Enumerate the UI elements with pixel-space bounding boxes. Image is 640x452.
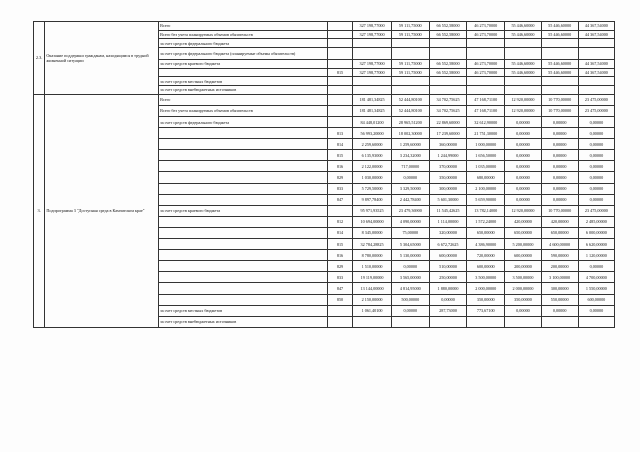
amount-cell: 5 304,65000 [391, 239, 429, 250]
amount-cell: 2 122,00000 [353, 161, 391, 172]
row-label [159, 139, 328, 150]
amount-cell: 55 446,60000 [541, 68, 578, 77]
amount-cell: 500,00000 [391, 294, 429, 305]
amount-cell: 550,00000 [541, 294, 578, 305]
amount-cell [391, 77, 429, 86]
amount-cell: 250,00000 [429, 272, 466, 283]
budget-code [327, 205, 353, 216]
amount-cell [353, 39, 391, 48]
amount-cell: 22 869,60000 [429, 117, 466, 128]
row-label [159, 272, 328, 283]
amount-cell: 28 965,51200 [391, 117, 429, 128]
amount-cell: 10 694,00000 [353, 216, 391, 227]
amount-cell: 52 444,80100 [391, 94, 429, 105]
row-label: Всего без учета планируемых объемов обязательств [159, 30, 328, 39]
amount-cell: 12 920,00000 [505, 105, 541, 116]
row-label [159, 161, 328, 172]
budget-code [327, 86, 353, 95]
amount-cell: 59 111,75000 [391, 60, 429, 69]
amount-cell: 3 500,00000 [467, 272, 505, 283]
amount-cell: 4 386,90000 [467, 239, 505, 250]
row-label: за счет средств федерального бюджета (планируемые объемы обязательств) [159, 48, 328, 60]
amount-cell: 8 345,00000 [353, 227, 391, 238]
amount-cell [391, 39, 429, 48]
amount-cell: 4 090,00000 [391, 216, 429, 227]
row-label [159, 283, 328, 294]
amount-cell: 55 446,60000 [541, 60, 578, 69]
budget-code: 812 [327, 216, 353, 227]
amount-cell [505, 77, 541, 86]
row-label [159, 68, 328, 77]
amount-cell: 55 446,60000 [505, 30, 541, 39]
amount-cell: 0,00000 [578, 194, 614, 205]
amount-cell: 0,00000 [578, 172, 614, 183]
amount-cell [578, 39, 614, 48]
budget-code: 816 [327, 250, 353, 261]
amount-cell [578, 77, 614, 86]
row-label [159, 194, 328, 205]
amount-cell: 1 000,00000 [467, 139, 505, 150]
section-name: Подпрограмма 3 "Доступная среда в Камчатском крае" [45, 94, 159, 327]
row-label [159, 227, 328, 238]
amount-cell: 0,00000 [541, 305, 578, 316]
row-label: за счет средств краевого бюджета [159, 60, 328, 69]
amount-cell [578, 48, 614, 60]
amount-cell: 0,00000 [578, 161, 614, 172]
amount-cell: 10 770,00000 [541, 205, 578, 216]
amount-cell [429, 86, 466, 95]
amount-cell: 66 552,58000 [429, 22, 466, 31]
amount-cell: 5 729,50000 [353, 183, 391, 194]
budget-code [327, 30, 353, 39]
budget-code: 829 [327, 261, 353, 272]
amount-cell: 1 035,00000 [467, 161, 505, 172]
amount-cell: 0,00000 [578, 261, 614, 272]
amount-cell: 12 920,00000 [505, 94, 541, 105]
amount-cell: 23 475,00000 [578, 94, 614, 105]
table-row [34, 22, 615, 31]
budget-code: 815 [327, 68, 353, 77]
amount-cell [353, 77, 391, 86]
row-label [159, 239, 328, 250]
amount-cell: 75,00000 [391, 227, 429, 238]
amount-cell [467, 86, 505, 95]
amount-cell: 680,00000 [467, 172, 505, 183]
amount-cell: 32 612,90000 [467, 117, 505, 128]
amount-cell: 0,00000 [391, 172, 429, 183]
amount-cell: 773,67100 [467, 305, 505, 316]
amount-cell: 5 659,90000 [467, 194, 505, 205]
amount-cell: 2 442,78400 [391, 194, 429, 205]
amount-cell [541, 77, 578, 86]
table-row [34, 94, 615, 105]
row-label [159, 294, 328, 305]
amount-cell: 8 780,00000 [353, 250, 391, 261]
amount-cell: 59 111,75000 [391, 68, 429, 77]
amount-cell: 56 993,20000 [353, 128, 391, 139]
amount-cell: 23 475,00000 [578, 105, 614, 116]
amount-cell: 510,00000 [429, 261, 466, 272]
amount-cell: 650,00000 [467, 227, 505, 238]
amount-cell: 47 168,71100 [467, 105, 505, 116]
amount-cell: 21 751,30000 [467, 128, 505, 139]
amount-cell: 350,00000 [467, 294, 505, 305]
amount-cell: 3 565,00000 [391, 272, 429, 283]
amount-cell: 0,00000 [578, 117, 614, 128]
amount-cell: 47 168,71100 [467, 94, 505, 105]
budget-code: 816 [327, 161, 353, 172]
amount-cell: 6 620,00000 [578, 239, 614, 250]
amount-cell: 46 273,70000 [467, 68, 505, 77]
row-label: за счет средств краевого бюджета [159, 205, 328, 216]
amount-cell: 300,00000 [429, 183, 466, 194]
amount-cell: 1 510,00000 [353, 261, 391, 272]
row-label: за счет средств федерального бюджета [159, 39, 328, 48]
amount-cell: 287,73000 [429, 305, 466, 316]
row-label [159, 183, 328, 194]
amount-cell [505, 48, 541, 60]
amount-cell: 2 485,00000 [578, 216, 614, 227]
amount-cell: 32 784,28825 [353, 239, 391, 250]
amount-cell [429, 316, 466, 327]
budget-code: 815 [327, 239, 353, 250]
amount-cell: 1 120,00000 [578, 250, 614, 261]
amount-cell: 650,00000 [541, 227, 578, 238]
amount-cell: 600,00000 [467, 261, 505, 272]
amount-cell: 46 273,70000 [467, 30, 505, 39]
budget-table [33, 21, 615, 328]
amount-cell: 13 144,00000 [353, 283, 391, 294]
amount-cell: 0,00000 [578, 305, 614, 316]
amount-cell: 13 782,14000 [467, 205, 505, 216]
amount-cell: 717,00000 [391, 161, 429, 172]
amount-cell: 1 572,24000 [467, 216, 505, 227]
amount-cell [541, 48, 578, 60]
amount-cell: 55 446,60000 [541, 30, 578, 39]
row-label: за счет средств внебюджетных источников [159, 86, 328, 95]
amount-cell: 720,00000 [467, 250, 505, 261]
row-label: Всего [159, 94, 328, 105]
amount-cell: 1 244,99000 [429, 150, 466, 161]
amount-cell: 0,00000 [505, 305, 541, 316]
amount-cell: 84 448,01200 [353, 117, 391, 128]
row-label [159, 172, 328, 183]
amount-cell: 46 273,70000 [467, 22, 505, 31]
amount-cell: 12 920,00000 [505, 205, 541, 216]
amount-cell: 66 552,58000 [429, 30, 466, 39]
amount-cell [467, 39, 505, 48]
budget-code: 829 [327, 172, 353, 183]
amount-cell: 200,00000 [505, 261, 541, 272]
row-label [159, 261, 328, 272]
budget-code: 847 [327, 194, 353, 205]
amount-cell: 0,00000 [505, 150, 541, 161]
amount-cell: 55 446,60000 [505, 68, 541, 77]
amount-cell: 2 000,00000 [467, 283, 505, 294]
amount-cell [429, 48, 466, 60]
amount-cell: 52 444,80100 [391, 105, 429, 116]
amount-cell: 10 770,00000 [541, 94, 578, 105]
amount-cell: 420,00000 [505, 216, 541, 227]
budget-code: 815 [327, 150, 353, 161]
amount-cell: 34 702,75625 [429, 94, 466, 105]
amount-cell: 0,00000 [578, 128, 614, 139]
amount-cell: 350,00000 [429, 172, 466, 183]
amount-cell: 600,00000 [578, 294, 614, 305]
amount-cell: 11 545,42625 [429, 205, 466, 216]
amount-cell: 1 061,40100 [353, 305, 391, 316]
amount-cell [353, 86, 391, 95]
section-index: 3. [34, 94, 45, 327]
section-index: 2.3. [34, 22, 45, 95]
amount-cell: 66 552,58000 [429, 68, 466, 77]
amount-cell: 59 111,75000 [391, 30, 429, 39]
amount-cell: 181 481,34825 [353, 94, 391, 105]
amount-cell [353, 316, 391, 327]
amount-cell: 3 329,50000 [391, 183, 429, 194]
amount-cell: 44 367,54000 [578, 30, 614, 39]
budget-code: 833 [327, 272, 353, 283]
amount-cell: 0,00000 [391, 261, 429, 272]
amount-cell [353, 48, 391, 60]
budget-code: 847 [327, 283, 353, 294]
amount-cell [467, 48, 505, 60]
amount-cell: 6 135,93000 [353, 150, 391, 161]
amount-cell: 0,00000 [578, 183, 614, 194]
amount-cell: 18 002,30000 [391, 128, 429, 139]
amount-cell: 327 198,77000 [353, 68, 391, 77]
amount-cell: 6 000,00000 [578, 227, 614, 238]
amount-cell: 59 111,75000 [391, 22, 429, 31]
budget-code [327, 105, 353, 116]
amount-cell: 3 234,32000 [391, 150, 429, 161]
amount-cell [429, 77, 466, 86]
amount-cell: 327 198,77000 [353, 22, 391, 31]
amount-cell: 95 971,93525 [353, 205, 391, 216]
amount-cell: 55 446,60000 [505, 22, 541, 31]
row-label [159, 216, 328, 227]
amount-cell [505, 39, 541, 48]
amount-cell [578, 86, 614, 95]
amount-cell: 0,00000 [578, 139, 614, 150]
amount-cell: 44 367,54000 [578, 60, 614, 69]
amount-cell [467, 77, 505, 86]
amount-cell: 1 880,00000 [429, 283, 466, 294]
amount-cell: 19 119,00000 [353, 272, 391, 283]
amount-cell: 9 897,78400 [353, 194, 391, 205]
budget-code [327, 22, 353, 31]
amount-cell [541, 86, 578, 95]
amount-cell [391, 86, 429, 95]
row-label [159, 128, 328, 139]
row-label: за счет средств местных бюджетов [159, 77, 328, 86]
amount-cell [578, 316, 614, 327]
amount-cell: 3 500,00000 [505, 272, 541, 283]
budget-code [327, 39, 353, 48]
amount-cell: 10 770,00000 [541, 105, 578, 116]
amount-cell: 1 550,00000 [578, 283, 614, 294]
amount-cell: 600,00000 [505, 250, 541, 261]
amount-cell: 0,00000 [505, 161, 541, 172]
amount-cell [505, 316, 541, 327]
amount-cell: 600,00000 [429, 250, 466, 261]
amount-cell: 2 150,00000 [353, 294, 391, 305]
amount-cell: 370,00000 [429, 161, 466, 172]
amount-cell: 66 552,58000 [429, 60, 466, 69]
section-name: Оказание поддержки гражданам, находящимся в трудной жизненной ситуации [45, 22, 159, 95]
row-label: за счет средств внебюджетных источников [159, 316, 328, 327]
amount-cell [391, 316, 429, 327]
amount-cell: 0,00000 [541, 172, 578, 183]
amount-cell: 300,00000 [541, 283, 578, 294]
budget-code: 814 [327, 227, 353, 238]
amount-cell: 2 259,60000 [353, 139, 391, 150]
amount-cell: 46 273,70000 [467, 60, 505, 69]
amount-cell: 650,00000 [505, 227, 541, 238]
amount-cell: 420,00000 [541, 216, 578, 227]
amount-cell: 181 481,34825 [353, 105, 391, 116]
budget-code [327, 117, 353, 128]
row-label: Всего без учета планируемых объемов обязательств [159, 105, 328, 116]
amount-cell: 0,00000 [391, 305, 429, 316]
amount-cell: 590,00000 [541, 250, 578, 261]
budget-code: 813 [327, 128, 353, 139]
amount-cell: 327 198,77000 [353, 60, 391, 69]
amount-cell [541, 39, 578, 48]
amount-cell: 0,00000 [578, 150, 614, 161]
row-label: Всего [159, 22, 328, 31]
amount-cell: 0,00000 [505, 139, 541, 150]
budget-code [327, 48, 353, 60]
amount-cell: 0,00000 [505, 183, 541, 194]
amount-cell: 34 702,75625 [429, 105, 466, 116]
amount-cell: 44 367,54000 [578, 68, 614, 77]
amount-cell: 4 814,95000 [391, 283, 429, 294]
amount-cell [541, 316, 578, 327]
amount-cell: 0,00000 [541, 161, 578, 172]
amount-cell: 6 672,72625 [429, 239, 466, 250]
amount-cell: 1 030,00000 [353, 172, 391, 183]
amount-cell: 327 198,77000 [353, 30, 391, 39]
amount-cell: 3 100,00000 [541, 272, 578, 283]
budget-code [327, 77, 353, 86]
amount-cell: 44 367,54000 [578, 22, 614, 31]
amount-cell: 200,00000 [541, 261, 578, 272]
row-label [159, 150, 328, 161]
budget-code: 833 [327, 183, 353, 194]
amount-cell: 0,00000 [541, 117, 578, 128]
amount-cell [467, 316, 505, 327]
amount-cell: 320,00000 [429, 227, 466, 238]
budget-code: 814 [327, 139, 353, 150]
amount-cell: 350,00000 [505, 294, 541, 305]
amount-cell: 360,00000 [429, 139, 466, 150]
budget-code: 850 [327, 294, 353, 305]
amount-cell: 0,00000 [505, 117, 541, 128]
budget-code [327, 60, 353, 69]
amount-cell: 5 601,30000 [429, 194, 466, 205]
amount-cell [391, 48, 429, 60]
budget-code [327, 305, 353, 316]
amount-cell: 1 656,50000 [467, 150, 505, 161]
amount-cell: 4 700,00000 [578, 272, 614, 283]
amount-cell: 1 259,60000 [391, 139, 429, 150]
amount-cell: 55 446,60000 [505, 60, 541, 69]
amount-cell: 0,00000 [541, 150, 578, 161]
amount-cell: 0,00000 [429, 294, 466, 305]
amount-cell: 0,00000 [541, 128, 578, 139]
amount-cell: 2 000,00000 [505, 283, 541, 294]
row-label: за счет средств местных бюджетов [159, 305, 328, 316]
row-label [159, 250, 328, 261]
amount-cell: 0,00000 [541, 183, 578, 194]
amount-cell: 5 130,00000 [391, 250, 429, 261]
amount-cell: 0,00000 [505, 172, 541, 183]
amount-cell [505, 86, 541, 95]
amount-cell: 0,00000 [541, 194, 578, 205]
amount-cell: 4 600,00000 [541, 239, 578, 250]
amount-cell: 5 200,00000 [505, 239, 541, 250]
amount-cell: 1 114,00000 [429, 216, 466, 227]
amount-cell: 23 479,36900 [391, 205, 429, 216]
amount-cell: 0,00000 [541, 139, 578, 150]
budget-code [327, 94, 353, 105]
amount-cell: 0,00000 [505, 194, 541, 205]
row-label: за счет средств федерального бюджета [159, 117, 328, 128]
amount-cell: 2 100,00000 [467, 183, 505, 194]
amount-cell: 17 239,60000 [429, 128, 466, 139]
amount-cell: 0,00000 [505, 128, 541, 139]
amount-cell: 23 475,00000 [578, 205, 614, 216]
amount-cell [429, 39, 466, 48]
amount-cell: 55 446,60000 [541, 22, 578, 31]
budget-code [327, 316, 353, 327]
